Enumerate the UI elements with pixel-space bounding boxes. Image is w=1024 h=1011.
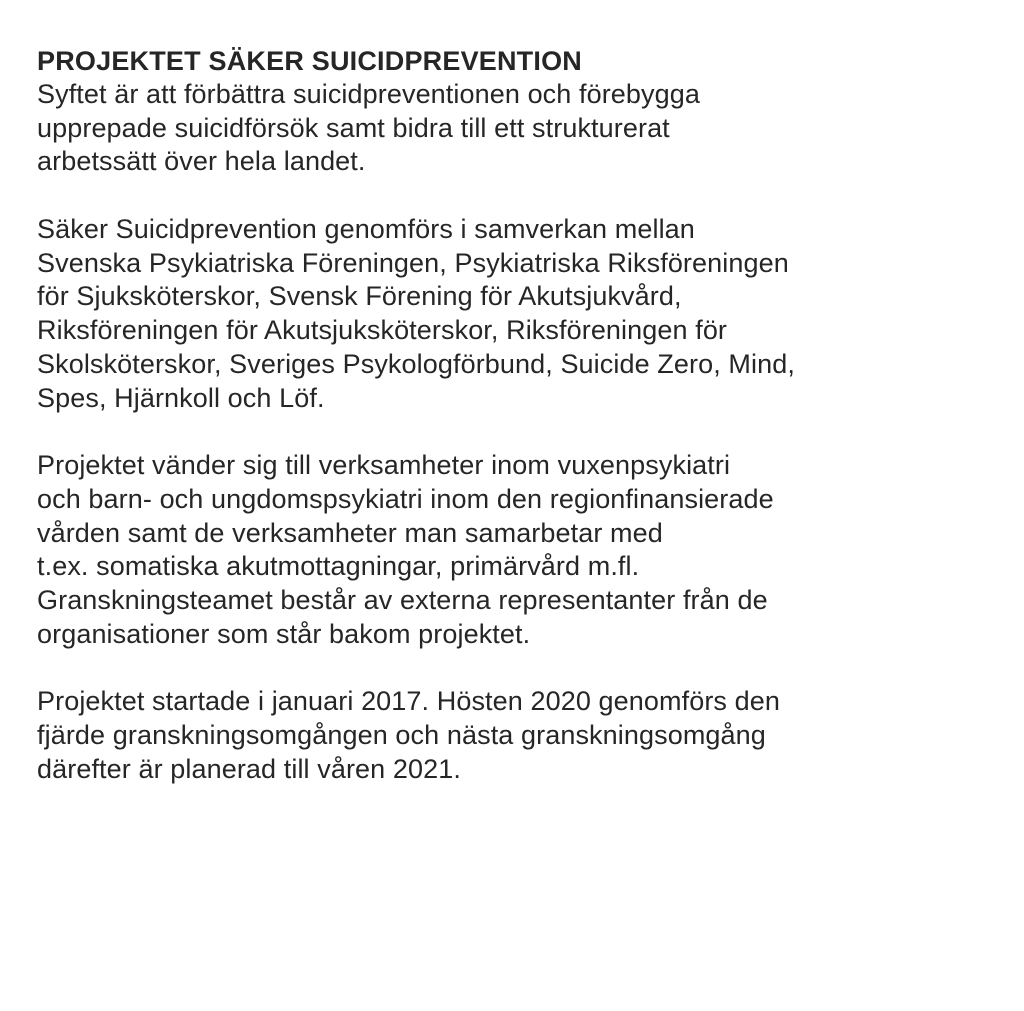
text-line: därefter är planerad till våren 2021. <box>37 753 461 784</box>
text-line: t.ex. somatiska akutmottagningar, primärvård m.fl. <box>37 551 640 582</box>
paragraph-gap <box>37 651 1012 685</box>
paragraph-purpose <box>37 78 1012 179</box>
text-line: upprepade suicidförsök samt bidra till ett strukturerat <box>37 112 670 143</box>
text-line: arbetssätt över hela landet. <box>37 146 366 177</box>
paragraph-gap <box>37 179 1012 213</box>
text-line: Projektet vänder sig till verksamheter inom vuxenpsykiatri <box>37 450 731 481</box>
paragraph-timeline <box>37 685 1012 786</box>
text-line: Spes, Hjärnkoll och Löf. <box>37 382 325 413</box>
text-line: fjärde granskningsomgången och nästa granskningsomgång <box>37 720 766 750</box>
paragraph-target <box>37 449 1012 651</box>
text-line: Syftet är att förbättra suicidpreventionen och förebygga <box>37 79 700 109</box>
text-line: Projektet startade i januari 2017. Hösten 2020 genomförs den <box>37 686 780 717</box>
text-line: Säker Suicidprevention genomförs i samverkan mellan <box>37 214 695 245</box>
document <box>37 44 1012 786</box>
text-line: Svenska Psykiatriska Föreningen, Psykiatriska Riksföreningen <box>37 247 789 278</box>
text-line: Granskningsteamet består av externa representanter från de <box>37 584 768 615</box>
text-line: Riksföreningen för Akutsjuksköterskor, Riksföreningen för <box>37 315 728 346</box>
text-line: Skolsköterskor, Sveriges Psykologförbund, Suicide Zero, Mind, <box>37 348 795 379</box>
text-line: och barn- och ungdomspsykiatri inom den regionfinansierade <box>37 483 774 514</box>
text-line: vården samt de verksamheter man samarbetar med <box>37 517 663 548</box>
text-line: organisationer som står bakom projektet. <box>37 618 531 649</box>
paragraph-gap <box>37 415 1012 449</box>
document-title: PROJEKTET SÄKER SUICIDPREVENTION <box>37 46 582 76</box>
text-line: för Sjuksköterskor, Svensk Förening för Akutsjukvård, <box>37 281 682 312</box>
paragraph-partners <box>37 213 1012 415</box>
